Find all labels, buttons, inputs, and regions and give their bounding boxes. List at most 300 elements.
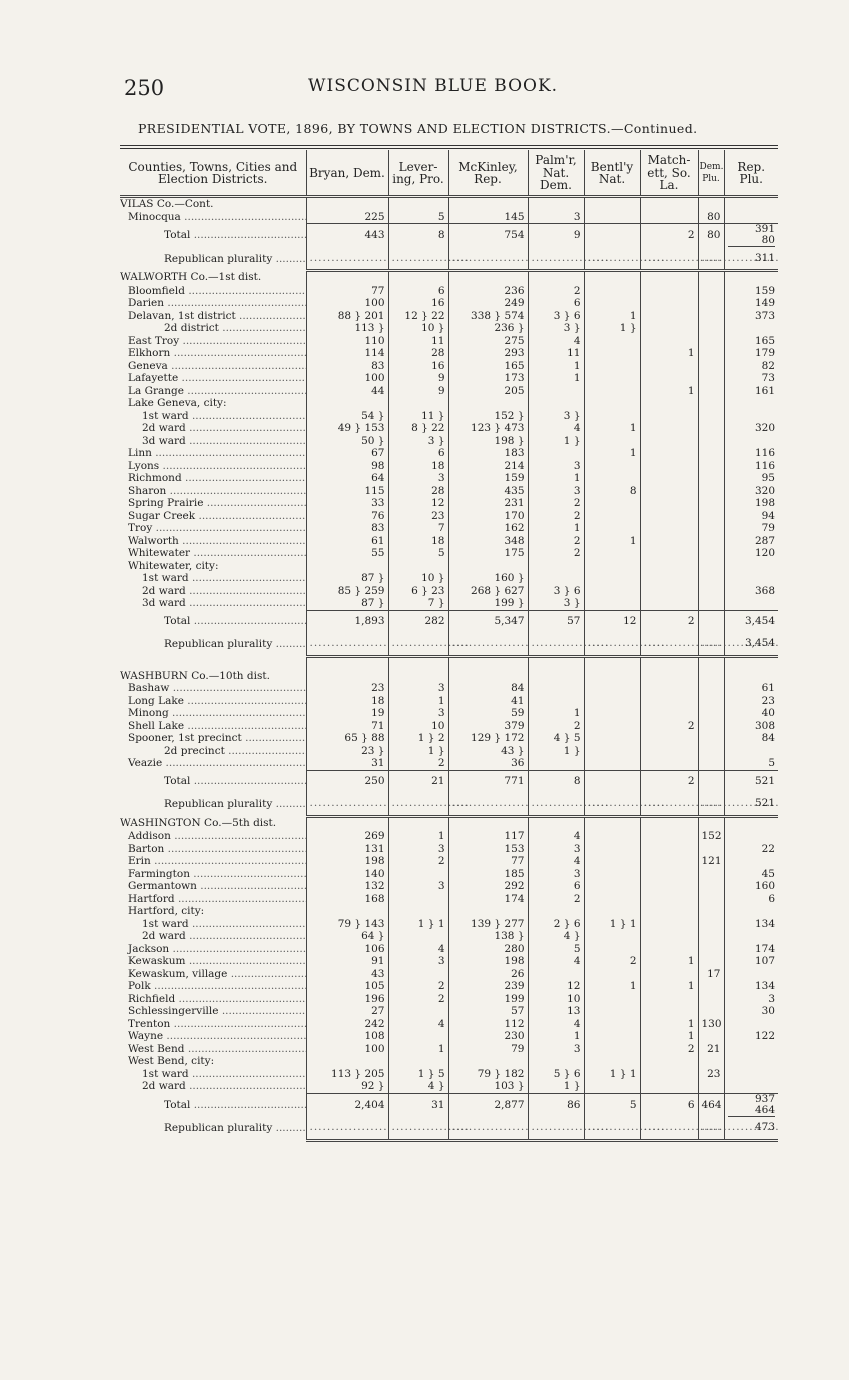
cell-lev: 282 (388, 610, 448, 633)
row-name (120, 918, 306, 931)
row-label: 2d ward ..... (142, 1080, 306, 1092)
row-label: Lake Geneva, city: (128, 397, 227, 409)
row-name (120, 385, 306, 398)
cell-repplu (724, 572, 778, 585)
cell-lev (388, 905, 448, 918)
cell-repplu: 161 (724, 385, 778, 398)
cell-lev: 3 (388, 472, 448, 485)
cell-match (640, 918, 698, 931)
table-row (120, 1043, 778, 1056)
cell-demplu (698, 597, 724, 610)
row-name (120, 930, 306, 943)
cell-lev (388, 1030, 448, 1043)
cell-demplu (698, 1055, 724, 1068)
cell-lev: 2 (388, 980, 448, 993)
plurality-row (120, 247, 778, 271)
cell-bent (584, 905, 640, 918)
cell-mck: 348 (448, 535, 528, 548)
cell-bent (584, 397, 640, 410)
cell-mck: 280 (448, 943, 528, 956)
cell-bryan: 67 (306, 447, 388, 460)
cell-bent (584, 410, 640, 423)
row-label: Shell Lake ..... (128, 720, 306, 732)
row-label: 3d ward ..... (142, 435, 306, 447)
cell-repplu: 40 (724, 707, 778, 720)
county-heading-row (120, 197, 778, 211)
cell-palm (528, 247, 584, 271)
cell-demplu (698, 360, 724, 373)
cell-match: 2 (640, 720, 698, 733)
cell-bent (584, 1005, 640, 1018)
header-mckinley: McKinley, Rep. (448, 150, 528, 197)
cell-demplu (698, 485, 724, 498)
table-row (120, 980, 778, 993)
row-label: Wayne ..... (128, 1030, 306, 1042)
cell-lev (388, 968, 448, 981)
cell-bent: 1 (584, 310, 640, 323)
cell-bryan: 33 (306, 497, 388, 510)
cell-mck: 59 (448, 707, 528, 720)
cell-mck: 198 } (448, 435, 528, 448)
cell-match (640, 247, 698, 271)
cell-palm: 57 (528, 610, 584, 633)
table-row (120, 211, 778, 224)
cell-bryan (306, 560, 388, 573)
cell-repplu: 174 (724, 943, 778, 956)
cell-repplu (724, 1068, 778, 1081)
cell-bent (584, 285, 640, 298)
table-row (120, 745, 778, 758)
cell-mck: 79 (448, 1043, 528, 1056)
rep-plu-value: 937 (754, 1092, 775, 1105)
cell-bryan: 64 (306, 472, 388, 485)
cell-palm: 3 } (528, 322, 584, 335)
cell-palm: 86 (528, 1093, 584, 1117)
cell-demplu (698, 1005, 724, 1018)
cell-bryan (306, 670, 388, 683)
cell-demplu: 464 (698, 1093, 724, 1117)
cell-palm: 1 (528, 522, 584, 535)
cell-repplu: 95 (724, 472, 778, 485)
row-name (120, 297, 306, 310)
cell-mck: 123 } 473 (448, 422, 528, 435)
table-row (120, 597, 778, 610)
cell-mck: 293 (448, 347, 528, 360)
row-name (120, 1030, 306, 1043)
row-label: Whitewater ..... (128, 547, 306, 559)
spacer-cell (448, 656, 528, 670)
spacer-cell (120, 656, 306, 670)
cell-bryan: 54 } (306, 410, 388, 423)
row-name (120, 447, 306, 460)
row-label: Bloomfield ..... (128, 285, 306, 297)
cell-bryan: 79 } 143 (306, 918, 388, 931)
cell-palm: 4 (528, 1018, 584, 1031)
cell-repplu: 79 (724, 522, 778, 535)
cell-bent (584, 197, 640, 211)
cell-lev: 2 (388, 757, 448, 770)
cell-palm: 8 (528, 770, 584, 793)
cell-match (640, 372, 698, 385)
row-label: Delavan, 1st district ..... (128, 310, 306, 322)
row-label: Long Lake ..... (128, 695, 306, 707)
cell-lev: 1 (388, 1043, 448, 1056)
cell-bent (584, 460, 640, 473)
cell-lev: 4 (388, 943, 448, 956)
cell-bryan: 115 (306, 485, 388, 498)
cell-demplu (698, 893, 724, 906)
row-label: Spring Prairie ..... (128, 497, 306, 509)
row-name (120, 745, 306, 758)
cell-bent: 8 (584, 485, 640, 498)
cell-lev: 3 (388, 955, 448, 968)
table-row (120, 585, 778, 598)
cell-lev (388, 930, 448, 943)
cell-bent (584, 271, 640, 285)
spacer-cell (724, 656, 778, 670)
cell-match (640, 597, 698, 610)
cell-bryan (306, 397, 388, 410)
cell-repplu: 308 (724, 720, 778, 733)
cell-match (640, 930, 698, 943)
cell-repplu (724, 560, 778, 573)
table-row (120, 572, 778, 585)
cell-match (640, 993, 698, 1006)
row-name (120, 372, 306, 385)
cell-palm (528, 271, 584, 285)
cell-lev: 2 (388, 855, 448, 868)
cell-palm: 5 } 6 (528, 1068, 584, 1081)
cell-demplu (698, 793, 724, 817)
cell-repplu: 82 (724, 360, 778, 373)
cell-bryan: 242 (306, 1018, 388, 1031)
table-row (120, 385, 778, 398)
cell-repplu (724, 211, 778, 224)
cell-palm: 9 (528, 224, 584, 248)
plurality-row (120, 1117, 778, 1141)
row-name (120, 410, 306, 423)
row-name (120, 830, 306, 843)
table-row (120, 297, 778, 310)
cell-mck: 230 (448, 1030, 528, 1043)
cell-bryan: 49 } 153 (306, 422, 388, 435)
cell-demplu (698, 682, 724, 695)
cell-bent (584, 360, 640, 373)
row-label: Lafayette ..... (128, 372, 306, 384)
cell-bent: 5 (584, 1093, 640, 1117)
cell-lev: 1 } 2 (388, 732, 448, 745)
cell-bryan: 55 (306, 547, 388, 560)
cell-bent (584, 510, 640, 523)
header-row (120, 150, 778, 197)
cell-match: 2 (640, 610, 698, 633)
cell-palm (528, 757, 584, 770)
table-row (120, 955, 778, 968)
cell-demplu (698, 547, 724, 560)
cell-mck: 185 (448, 868, 528, 881)
cell-palm: 3 } 6 (528, 310, 584, 323)
cell-bent (584, 1030, 640, 1043)
cell-mck (448, 560, 528, 573)
cell-demplu (698, 422, 724, 435)
cell-demplu (698, 720, 724, 733)
cell-match (640, 535, 698, 548)
cell-palm (528, 1055, 584, 1068)
cell-palm: 11 (528, 347, 584, 360)
cell-mck: 117 (448, 830, 528, 843)
cell-repplu (724, 968, 778, 981)
cell-match (640, 816, 698, 830)
cell-match (640, 510, 698, 523)
row-label: Richmond ..... (128, 472, 306, 484)
table-row (120, 905, 778, 918)
row-name (120, 695, 306, 708)
cell-demplu (698, 770, 724, 793)
cell-mck: 292 (448, 880, 528, 893)
cell-bent (584, 335, 640, 348)
row-label: Total ..... (164, 775, 306, 787)
row-label: WASHBURN Co.—10th dist. (120, 669, 270, 682)
cell-match (640, 310, 698, 323)
cell-palm: 4 (528, 422, 584, 435)
cell-palm (528, 633, 584, 657)
row-name (120, 707, 306, 720)
table-row (120, 830, 778, 843)
cell-mck: 173 (448, 372, 528, 385)
cell-match (640, 745, 698, 758)
cell-bent: 1 (584, 422, 640, 435)
cell-demplu (698, 955, 724, 968)
cell-bent: 1 } (584, 322, 640, 335)
cell-mck (448, 247, 528, 271)
table-row (120, 285, 778, 298)
cell-demplu (698, 843, 724, 856)
cell-lev: 12 (388, 497, 448, 510)
table-row (120, 535, 778, 548)
row-label: East Troy ..... (128, 335, 306, 347)
table-row (120, 1080, 778, 1093)
cell-bryan: 110 (306, 335, 388, 348)
cell-lev: 3 (388, 880, 448, 893)
cell-repplu: 320 (724, 485, 778, 498)
cell-demplu (698, 1030, 724, 1043)
row-label: Erin ..... (128, 855, 306, 867)
cell-demplu (698, 572, 724, 585)
cell-bryan: 198 (306, 855, 388, 868)
table-row (120, 497, 778, 510)
row-label: West Bend ..... (128, 1043, 306, 1055)
row-label: Farmington ..... (128, 868, 306, 880)
cell-demplu (698, 980, 724, 993)
total-row (120, 1093, 778, 1117)
cell-palm (528, 682, 584, 695)
page-number: 250 (124, 76, 165, 100)
row-name (120, 247, 306, 271)
cell-lev (388, 816, 448, 830)
cell-palm: 2 (528, 285, 584, 298)
cell-bryan: 100 (306, 372, 388, 385)
cell-lev: 10 } (388, 572, 448, 585)
row-label: Jackson ..... (128, 943, 306, 955)
cell-demplu (698, 695, 724, 708)
cell-lev: 1 } 1 (388, 918, 448, 931)
cell-bryan (306, 1055, 388, 1068)
cell-match (640, 968, 698, 981)
cell-match (640, 905, 698, 918)
cell-repplu (724, 745, 778, 758)
cell-mck: 275 (448, 335, 528, 348)
cell-match: 2 (640, 770, 698, 793)
cell-repplu: 116 (724, 447, 778, 460)
cell-palm: 4 (528, 955, 584, 968)
cell-demplu (698, 993, 724, 1006)
cell-lev: 6 (388, 447, 448, 460)
row-label: Hartford, city: (128, 905, 205, 917)
cell-bryan: 114 (306, 347, 388, 360)
cell-palm (528, 1117, 584, 1141)
cell-mck: 771 (448, 770, 528, 793)
row-name (120, 572, 306, 585)
table-row (120, 522, 778, 535)
cell-match (640, 197, 698, 211)
cell-repplu: 73 (724, 372, 778, 385)
cell-match (640, 1055, 698, 1068)
cell-bent (584, 247, 640, 271)
cell-bryan: 131 (306, 843, 388, 856)
cell-lev (388, 271, 448, 285)
cell-demplu (698, 757, 724, 770)
cell-demplu (698, 197, 724, 211)
cell-bryan (306, 197, 388, 211)
table-row (120, 732, 778, 745)
cell-bent (584, 297, 640, 310)
cell-lev: 5 (388, 547, 448, 560)
cell-bent (584, 880, 640, 893)
row-name (120, 310, 306, 323)
cell-repplu (724, 271, 778, 285)
cell-bent: 1 } 1 (584, 918, 640, 931)
cell-demplu (698, 943, 724, 956)
cell-palm: 2 (528, 893, 584, 906)
cell-palm (528, 572, 584, 585)
cell-lev: 6 (388, 285, 448, 298)
cell-lev: 3 } (388, 435, 448, 448)
cell-bent (584, 843, 640, 856)
cell-repplu (724, 410, 778, 423)
cell-mck: 199 } (448, 597, 528, 610)
cell-demplu: 17 (698, 968, 724, 981)
spacer-cell (528, 656, 584, 670)
cell-bryan (306, 633, 388, 657)
table-row (120, 930, 778, 943)
cell-mck: 268 } 627 (448, 585, 528, 598)
cell-bryan: 87 } (306, 572, 388, 585)
row-name (120, 547, 306, 560)
row-name (120, 497, 306, 510)
cell-lev: 23 (388, 510, 448, 523)
row-name (120, 397, 306, 410)
cell-demplu (698, 385, 724, 398)
cell-match (640, 1080, 698, 1093)
row-label: Sugar Creek ..... (128, 510, 306, 522)
cell-lev: 28 (388, 347, 448, 360)
cell-lev (388, 793, 448, 817)
cell-match: 1 (640, 955, 698, 968)
table-row (120, 447, 778, 460)
table-row (120, 757, 778, 770)
row-label: Kewaskum, village ..... (128, 968, 306, 980)
row-name (120, 522, 306, 535)
cell-lev: 16 (388, 297, 448, 310)
cell-bryan: 168 (306, 893, 388, 906)
cell-bent (584, 745, 640, 758)
row-label: Total ..... (164, 229, 306, 241)
cell-lev: 18 (388, 535, 448, 548)
row-label: La Grange ..... (128, 385, 306, 397)
cell-mck: 170 (448, 510, 528, 523)
cell-bent (584, 435, 640, 448)
cell-bent (584, 993, 640, 1006)
cell-lev (388, 197, 448, 211)
cell-mck: 5,347 (448, 610, 528, 633)
cell-repplu: 198 (724, 497, 778, 510)
cell-bent (584, 224, 640, 248)
cell-palm: 1 } (528, 1080, 584, 1093)
cell-palm: 1 } (528, 745, 584, 758)
cell-match (640, 1068, 698, 1081)
row-name (120, 720, 306, 733)
cell-mck: 379 (448, 720, 528, 733)
cell-mck: 205 (448, 385, 528, 398)
cell-palm: 4 (528, 830, 584, 843)
cell-mck (448, 905, 528, 918)
cell-bryan: 64 } (306, 930, 388, 943)
cell-repplu: 521 (724, 793, 778, 817)
table-row (120, 422, 778, 435)
table-row (120, 893, 778, 906)
cell-match: 6 (640, 1093, 698, 1117)
cell-mck: 145 (448, 211, 528, 224)
row-name (120, 1005, 306, 1018)
total-row (120, 610, 778, 633)
cell-demplu: 23 (698, 1068, 724, 1081)
cell-repplu: 134 (724, 918, 778, 931)
table-row (120, 1030, 778, 1043)
cell-match: 1 (640, 347, 698, 360)
cell-demplu (698, 905, 724, 918)
cell-mck: 57 (448, 1005, 528, 1018)
cell-mck: 153 (448, 843, 528, 856)
cell-repplu: 373 (724, 310, 778, 323)
cell-demplu (698, 410, 724, 423)
cell-mck: 165 (448, 360, 528, 373)
cell-repplu (724, 597, 778, 610)
cell-match (640, 422, 698, 435)
cell-bryan: 113 } 205 (306, 1068, 388, 1081)
cell-demplu (698, 472, 724, 485)
cell-repplu (724, 1080, 778, 1093)
cell-lev: 8 } 22 (388, 422, 448, 435)
row-label: Geneva ..... (128, 360, 306, 372)
cell-mck: 175 (448, 547, 528, 560)
cell-bryan (306, 905, 388, 918)
cell-demplu (698, 372, 724, 385)
cell-palm (528, 968, 584, 981)
row-name (120, 855, 306, 868)
cell-repplu: 287 (724, 535, 778, 548)
table-row (120, 560, 778, 573)
cell-demplu: 80 (698, 224, 724, 248)
